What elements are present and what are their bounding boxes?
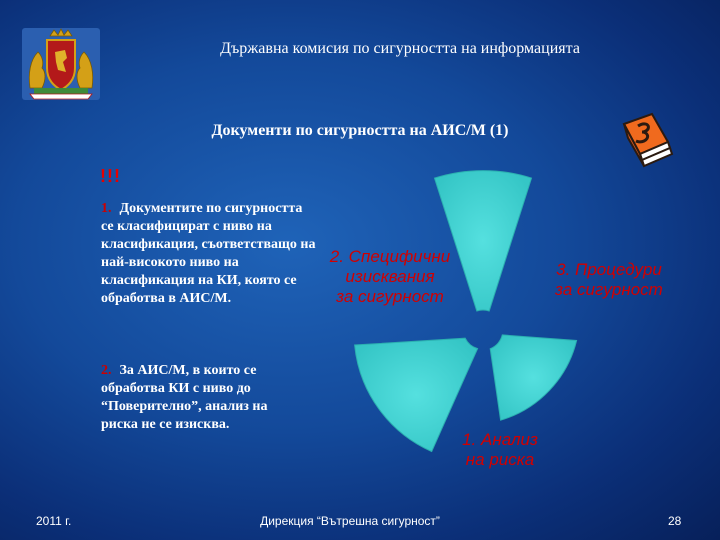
footer-directorate: Дирекция “Вътрешна сигурност”	[260, 514, 440, 528]
list-item-text: За АИС/М, в които се обработва КИ с ниво до “Поверително”, анализ на риска не се изисква.	[101, 363, 268, 432]
footer-year: 2011 г.	[36, 514, 72, 528]
list-item-text: Документите по сигурността се класифицират с ниво на класификация, съответстващо на най-високото ниво на класификация на КИ, която се обработва в АИС/М.	[101, 201, 316, 306]
diagram-label-specific-requirements: 2. Специфични изисквания за сигурност	[329, 247, 451, 306]
slide-title: Документи по сигурността на АИС/М (1)	[211, 122, 509, 139]
exclamation-marks: !!!	[100, 166, 121, 186]
diagram-segment-bottom-right	[490, 335, 576, 420]
organization-header: Държавна комисия по сигурността на информацията	[220, 40, 580, 57]
page-number: 28	[668, 514, 682, 528]
diagram-label-risk-analysis: 1. Анализ на риска	[462, 430, 538, 469]
diagram-label-procedures: 3. Процедури за сигурност	[555, 260, 663, 299]
list-item-number: 2.	[101, 363, 112, 378]
list-item-number: 1.	[101, 201, 112, 216]
